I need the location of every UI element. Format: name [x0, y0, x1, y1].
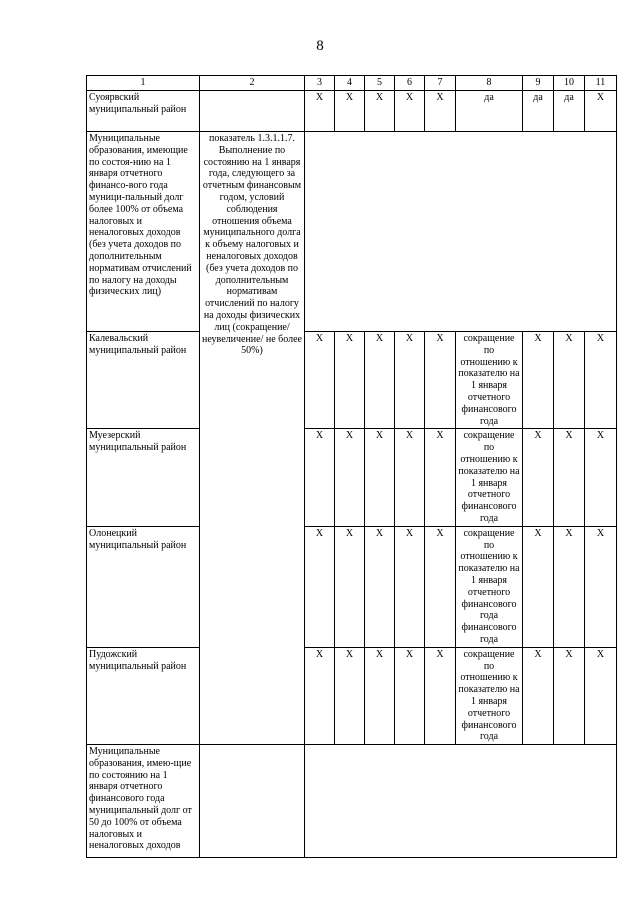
value-cell: Х — [395, 526, 425, 647]
group-label: Муниципальные образования, имеющие по состоя-нию на 1 января отчетного финансо-вого года муници-пальный долг более 100% от объема налоговых и неналоговых доходов (без учета доходов по дополнительным нормативам отчислений по налогу на доходы физических лиц) — [87, 132, 200, 332]
entity-name: Суоярвский муниципальный район — [87, 91, 200, 132]
value-cell: Х — [335, 429, 365, 526]
table-row — [87, 429, 617, 526]
value-cell: Х — [585, 429, 617, 526]
value-cell: Х — [395, 647, 425, 744]
value-cell: Х — [335, 526, 365, 647]
value-cell: Х — [365, 647, 395, 744]
value-cell: Х — [305, 429, 335, 526]
value-cell: да — [554, 91, 585, 132]
value-cell: Х — [335, 91, 365, 132]
value-cell: Х — [425, 526, 456, 647]
header-row — [87, 76, 617, 91]
value-cell: Х — [523, 332, 554, 429]
value-cell: Х — [585, 526, 617, 647]
empty-cell — [200, 91, 305, 132]
table-row — [87, 526, 617, 647]
value-cell: Х — [585, 91, 617, 132]
value-cell: Х — [585, 647, 617, 744]
empty-cell — [305, 132, 617, 332]
column-header: 10 — [554, 76, 585, 91]
value-cell: сокращение по отношению к показателю на 1 января отчетного финансового года — [456, 647, 523, 744]
value-cell: Х — [365, 91, 395, 132]
value-cell: сокращение по отношению к показателю на 1 января отчетного финансового года финансового года — [456, 526, 523, 647]
indicator-table — [86, 75, 617, 858]
value-cell: да — [456, 91, 523, 132]
value-cell: сокращение по отношению к показателю на 1 января отчетного финансового года — [456, 332, 523, 429]
column-header: 2 — [200, 76, 305, 91]
value-cell: Х — [554, 332, 585, 429]
entity-name: Муезерский муниципальный район — [87, 429, 200, 526]
value-cell: Х — [305, 332, 335, 429]
column-header: 8 — [456, 76, 523, 91]
column-header: 5 — [365, 76, 395, 91]
column-header: 1 — [87, 76, 200, 91]
column-header: 6 — [395, 76, 425, 91]
value-cell: Х — [395, 332, 425, 429]
value-cell: да — [523, 91, 554, 132]
table-row — [87, 332, 617, 429]
empty-cell — [200, 745, 305, 858]
value-cell: Х — [365, 429, 395, 526]
value-cell: Х — [554, 647, 585, 744]
value-cell: Х — [554, 526, 585, 647]
value-cell: Х — [335, 647, 365, 744]
value-cell: Х — [425, 429, 456, 526]
empty-cell — [305, 745, 617, 858]
group-label: Муниципальные образования, имею-щие по состоянию на 1 января отчетного финансового года муниципальный долг от 50 до 100% от объема налоговых и неналоговых доходов — [87, 745, 200, 858]
value-cell: Х — [365, 332, 395, 429]
value-cell: Х — [305, 526, 335, 647]
column-header: 4 — [335, 76, 365, 91]
page-number: 8 — [316, 38, 324, 54]
value-cell: Х — [335, 332, 365, 429]
value-cell: Х — [523, 647, 554, 744]
value-cell: Х — [523, 429, 554, 526]
entity-name: Калевальский муниципальный район — [87, 332, 200, 429]
value-cell: Х — [425, 91, 456, 132]
entity-name: Пудожский муниципальный район — [87, 647, 200, 744]
value-cell: Х — [585, 332, 617, 429]
value-cell: Х — [523, 526, 554, 647]
column-header: 7 — [425, 76, 456, 91]
column-header: 11 — [585, 76, 617, 91]
column-header: 9 — [523, 76, 554, 91]
value-cell: Х — [365, 526, 395, 647]
group-row — [87, 745, 617, 858]
value-cell: Х — [425, 647, 456, 744]
column-header: 3 — [305, 76, 335, 91]
value-cell: Х — [395, 91, 425, 132]
value-cell: Х — [554, 429, 585, 526]
table-row — [87, 91, 617, 132]
value-cell: Х — [395, 429, 425, 526]
table-row — [87, 647, 617, 744]
indicator-description: показатель 1.3.1.1.7. Выполнение по состоянию на 1 января года, следующего за отчетным финансовым годом, условий соблюдения отношения объема муниципального долга к объему налоговых и неналоговых доходов (без учета доходов по дополнительным нормативам отчислений по налогу на доходы физических лиц (сокращение/ неувеличение/ не более 50%) — [200, 132, 305, 745]
value-cell: Х — [305, 91, 335, 132]
value-cell: Х — [425, 332, 456, 429]
value-cell: сокращение по отношению к показателю на 1 января отчетного финансового года — [456, 429, 523, 526]
entity-name: Олонецкий муниципальный район — [87, 526, 200, 647]
group-row — [87, 132, 617, 332]
value-cell: Х — [305, 647, 335, 744]
